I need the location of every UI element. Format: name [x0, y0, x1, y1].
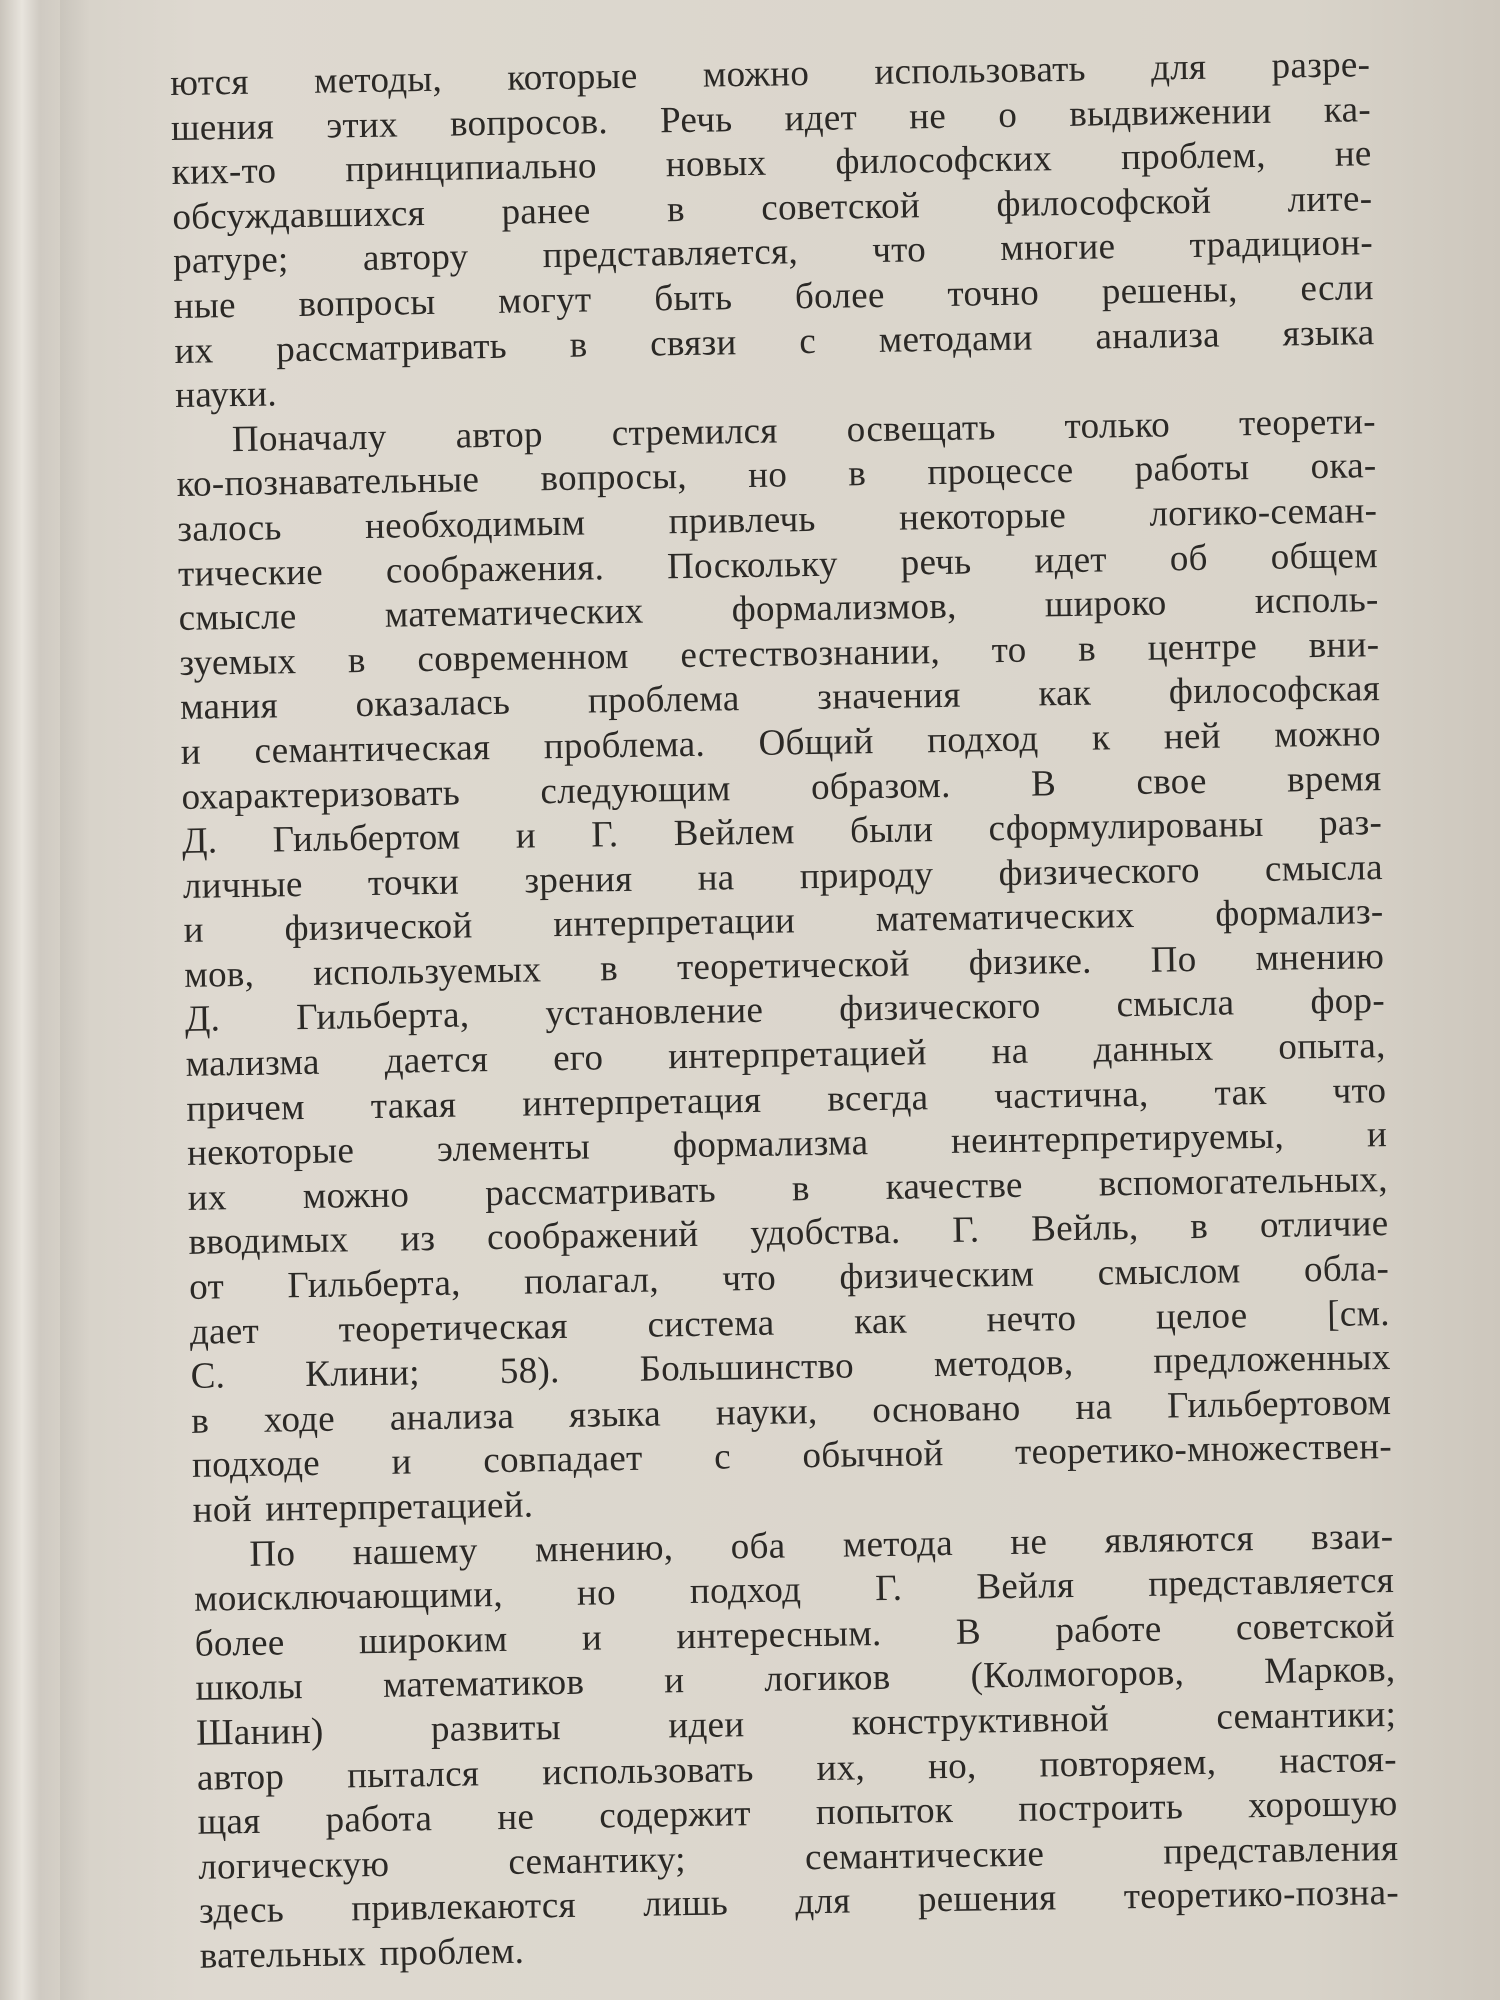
- text-line: науки.: [174, 373, 278, 417]
- text-line: ной интерпретацией.: [192, 1484, 534, 1531]
- text-line: вательных проблем.: [199, 1930, 525, 1977]
- paragraph-2: [176, 400, 1393, 1534]
- text-line: их рассматривать в связи с методами анализа языка: [174, 311, 1375, 372]
- text-line: причем такая интерпретация всегда частична, так что: [186, 1069, 1387, 1130]
- text-line: и семантическая проблема. Общий подход к ней можно: [180, 712, 1382, 773]
- text-line: более широким и интересным. В работе советской: [194, 1604, 1396, 1665]
- text-line: Поначалу автор стремился освещать только теорети-: [231, 400, 1377, 460]
- text-line: тические соображения. Поскольку речь идет об общем: [177, 534, 1379, 595]
- text-line: и физической интерпретации математических формализ-: [183, 891, 1384, 952]
- text-line: щая работа не содержит попыток построить хорошую: [197, 1783, 1398, 1843]
- text-line: школы математиков и логиков (Колмогоров, Марков,: [195, 1649, 1396, 1710]
- text-line: ные вопросы могут быть более точно решены, если: [173, 267, 1375, 327]
- text-line: логическую семантику; семантические представления: [198, 1827, 1399, 1888]
- text-line: автор пытался использовать их, но, повторяем, настоя-: [196, 1738, 1398, 1799]
- previous-page-edge: [0, 0, 60, 2000]
- text-line: мализма дается его интерпретацией на данных опыта,: [185, 1025, 1386, 1085]
- text-line: мания оказалась проблема значения как философская: [179, 668, 1381, 729]
- text-line: Д. Гильберта, установление физического смысла фор-: [184, 980, 1386, 1041]
- text-line: здесь привлекаются лишь для решения теоретико-позна-: [198, 1872, 1400, 1933]
- text-line: ются методы, которые можно использовать для разре-: [170, 44, 1371, 104]
- text-line: некоторые элементы формализма неинтерпретируемы, и: [186, 1114, 1388, 1175]
- text-line: С. Клини; 58). Большинство методов, предложенных: [190, 1337, 1391, 1398]
- text-line: смысле математических формализмов, широко исполь-: [178, 579, 1379, 640]
- text-line: ратуре; автору представляется, что многие традицион-: [172, 222, 1374, 283]
- text-line: обсуждавшихся ранее в советской философской лите-: [172, 177, 1373, 238]
- text-line: Д. Гильбертом и Г. Вейлем были сформулированы раз-: [181, 802, 1383, 862]
- text-line: охарактеризовать следующим образом. В свое время: [181, 757, 1382, 818]
- text-line: в ходе анализа языка науки, основано на Гильбертовом: [191, 1381, 1392, 1442]
- text-line: подходе и совпадает с обычной теоретико-множествен-: [191, 1426, 1393, 1487]
- text-line: моисключающими, но подход Г. Вейля представляется: [193, 1560, 1395, 1620]
- paragraph-3: [193, 1515, 1400, 1980]
- page-gutter-shadow: [60, 0, 90, 2000]
- text-line: вводимых из соображений удобства. Г. Вейль, в отличие: [188, 1203, 1389, 1264]
- page-text: [170, 43, 1400, 1979]
- text-line: личные точки зрения на природу физического смысла: [182, 846, 1384, 907]
- text-line: ко-познавательные вопросы, но в процессе работы ока-: [176, 445, 1377, 506]
- text-line: дает теоретическая система как нечто целое [см.: [189, 1292, 1391, 1353]
- text-line: зуемых в современном естествознании, то в центре вни-: [179, 623, 1380, 684]
- text-line: шения этих вопросов. Речь идет не о выдвижении ка-: [170, 88, 1372, 149]
- text-line: от Гильберта, полагал, что физическим смыслом обла-: [188, 1248, 1390, 1308]
- text-line: ких-то принципиально новых философских проблем, не: [171, 133, 1372, 194]
- paragraph-1: [170, 43, 1375, 419]
- text-line: их можно рассматривать в качестве вспомогательных,: [187, 1158, 1389, 1219]
- text-line: залось необходимым привлечь некоторые логико-семан-: [177, 490, 1378, 550]
- text-line: мов, используемых в теоретической физике. По мнению: [184, 935, 1385, 996]
- text-line: Шанин) развиты идеи конструктивной семантики;: [195, 1693, 1397, 1754]
- text-line: По нашему мнению, оба метода не являются взаи-: [249, 1515, 1394, 1575]
